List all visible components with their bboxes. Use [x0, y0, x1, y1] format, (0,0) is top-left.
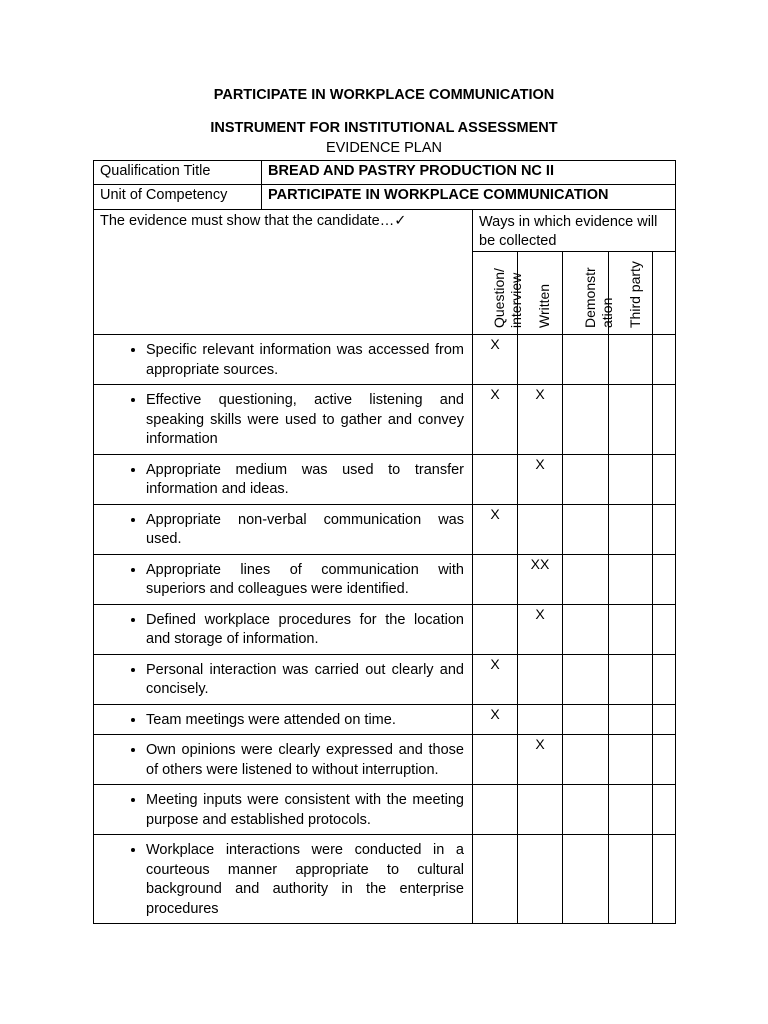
- evidence-mark: X: [473, 654, 518, 704]
- evidence-mark: [518, 704, 563, 735]
- criterion-cell: [94, 785, 473, 835]
- evidence-mark: [563, 835, 609, 924]
- criterion-row: [94, 654, 676, 704]
- evidence-mark: [609, 835, 653, 924]
- criterion-row: [94, 385, 676, 455]
- criterion-row: [94, 604, 676, 654]
- evidence-mark: X: [518, 735, 563, 785]
- evidence-mark: [609, 385, 653, 455]
- criterion-text: • Workplace interactions were conducted in a courteous manner appropriate to cultural background and authority in the enterprise procedures: [146, 841, 464, 919]
- evidence-plan-table: [93, 160, 676, 924]
- criterion-cell: [94, 554, 473, 604]
- qualification-value: BREAD AND PASTRY PRODUCTION NC II: [262, 161, 676, 185]
- criterion-cell: [94, 735, 473, 785]
- method-header-written: [518, 252, 563, 335]
- criterion-row: [94, 735, 676, 785]
- evidence-mark: [563, 704, 609, 735]
- method-label: Written: [536, 283, 552, 328]
- criterion-cell: [94, 604, 473, 654]
- evidence-mark: [473, 604, 518, 654]
- criterion-cell: [94, 654, 473, 704]
- evidence-mark: [518, 785, 563, 835]
- method-label: Third party: [626, 261, 643, 328]
- evidence-mark: [518, 654, 563, 704]
- method-header-question: [473, 252, 524, 335]
- criterion-text: • Meeting inputs were consistent with the meeting purpose and established protocols.: [146, 791, 464, 830]
- qualification-row: [94, 161, 676, 185]
- criterion-text: • Effective questioning, active listening and speaking skills were used to gather and convey information: [146, 391, 464, 450]
- evidence-mark: [563, 504, 609, 554]
- evidence-mark: [563, 454, 609, 504]
- evidence-mark: [653, 735, 676, 785]
- evidence-mark: [473, 785, 518, 835]
- criterion-cell: [94, 385, 473, 455]
- evidence-mark: X: [473, 335, 518, 385]
- unit-row: [94, 185, 676, 210]
- evidence-mark: X: [473, 504, 518, 554]
- evidence-mark: [518, 835, 563, 924]
- evidence-mark: [653, 704, 676, 735]
- evidence-mark: [518, 335, 563, 385]
- evidence-mark: [609, 604, 653, 654]
- evidence-mark: [609, 554, 653, 604]
- criterion-text: • Specific relevant information was accessed from appropriate sources.: [146, 341, 464, 380]
- evidence-mark: [653, 654, 676, 704]
- evidence-mark: [473, 735, 518, 785]
- criterion-cell: [94, 504, 473, 554]
- section-title: EVIDENCE PLAN: [325, 140, 443, 156]
- method-header-blank: [653, 252, 676, 335]
- criterion-row: [94, 835, 676, 924]
- evidence-mark: [653, 604, 676, 654]
- criterion-row: [94, 704, 676, 735]
- evidence-mark: X: [518, 385, 563, 455]
- document-title: PARTICIPATE IN WORKPLACE COMMUNICATION: [213, 87, 555, 103]
- criterion-cell: [94, 454, 473, 504]
- evidence-mark: [653, 335, 676, 385]
- evidence-mark: [563, 335, 609, 385]
- evidence-mark: [653, 785, 676, 835]
- ways-header: Ways in which evidence will be collected: [473, 210, 676, 252]
- evidence-mark: [609, 785, 653, 835]
- evidence-mark: [563, 604, 609, 654]
- criterion-row: [94, 504, 676, 554]
- evidence-mark: [609, 704, 653, 735]
- evidence-mark: [609, 735, 653, 785]
- evidence-mark: X: [473, 704, 518, 735]
- criterion-text: • Appropriate medium was used to transfer information and ideas.: [146, 461, 464, 500]
- criterion-cell: [94, 335, 473, 385]
- criterion-row: [94, 785, 676, 835]
- evidence-mark: X: [518, 454, 563, 504]
- qualification-label: Qualification Title: [94, 161, 262, 185]
- method-label: [660, 252, 696, 328]
- method-header-third-party: [609, 252, 653, 335]
- evidence-mark: [609, 654, 653, 704]
- method-label: Question/ interview: [491, 268, 524, 328]
- evidence-mark: [563, 785, 609, 835]
- header-row: [94, 210, 676, 252]
- evidence-mark: [473, 835, 518, 924]
- evidence-mark: [563, 654, 609, 704]
- criterion-text: • Team meetings were attended on time.: [146, 711, 464, 731]
- evidence-header: The evidence must show that the candidate…✓: [94, 210, 473, 335]
- criterion-cell: [94, 704, 473, 735]
- evidence-mark: XX: [518, 554, 563, 604]
- document-subtitle: INSTRUMENT FOR INSTITUTIONAL ASSESSMENT: [210, 120, 558, 136]
- evidence-mark: [473, 454, 518, 504]
- evidence-mark: [609, 335, 653, 385]
- evidence-mark: [653, 835, 676, 924]
- unit-label: Unit of Competency: [94, 185, 262, 210]
- evidence-mark: [653, 385, 676, 455]
- criterion-text: • Personal interaction was carried out clearly and concisely.: [146, 661, 464, 700]
- criterion-text: • Defined workplace procedures for the location and storage of information.: [146, 611, 464, 650]
- criterion-cell: [94, 835, 473, 924]
- evidence-mark: [653, 454, 676, 504]
- criterion-row: [94, 454, 676, 504]
- criterion-text: • Appropriate non-verbal communication was used.: [146, 511, 464, 550]
- criterion-text: • Own opinions were clearly expressed and those of others were listened to without interruption.: [146, 741, 464, 780]
- evidence-mark: [609, 454, 653, 504]
- evidence-mark: [563, 385, 609, 455]
- unit-value: PARTICIPATE IN WORKPLACE COMMUNICATION: [262, 185, 676, 210]
- criterion-row: [94, 335, 676, 385]
- evidence-mark: [518, 504, 563, 554]
- evidence-mark: [653, 554, 676, 604]
- evidence-mark: [609, 504, 653, 554]
- evidence-mark: [563, 554, 609, 604]
- method-header-demonstration: [563, 252, 615, 335]
- evidence-mark: [653, 504, 676, 554]
- evidence-mark: [563, 735, 609, 785]
- criterion-row: [94, 554, 676, 604]
- criterion-text: • Appropriate lines of communication with superiors and colleagues were identified.: [146, 561, 464, 600]
- method-label: Demonstr ation: [581, 267, 615, 328]
- evidence-mark: X: [473, 385, 518, 455]
- evidence-mark: X: [518, 604, 563, 654]
- evidence-mark: [473, 554, 518, 604]
